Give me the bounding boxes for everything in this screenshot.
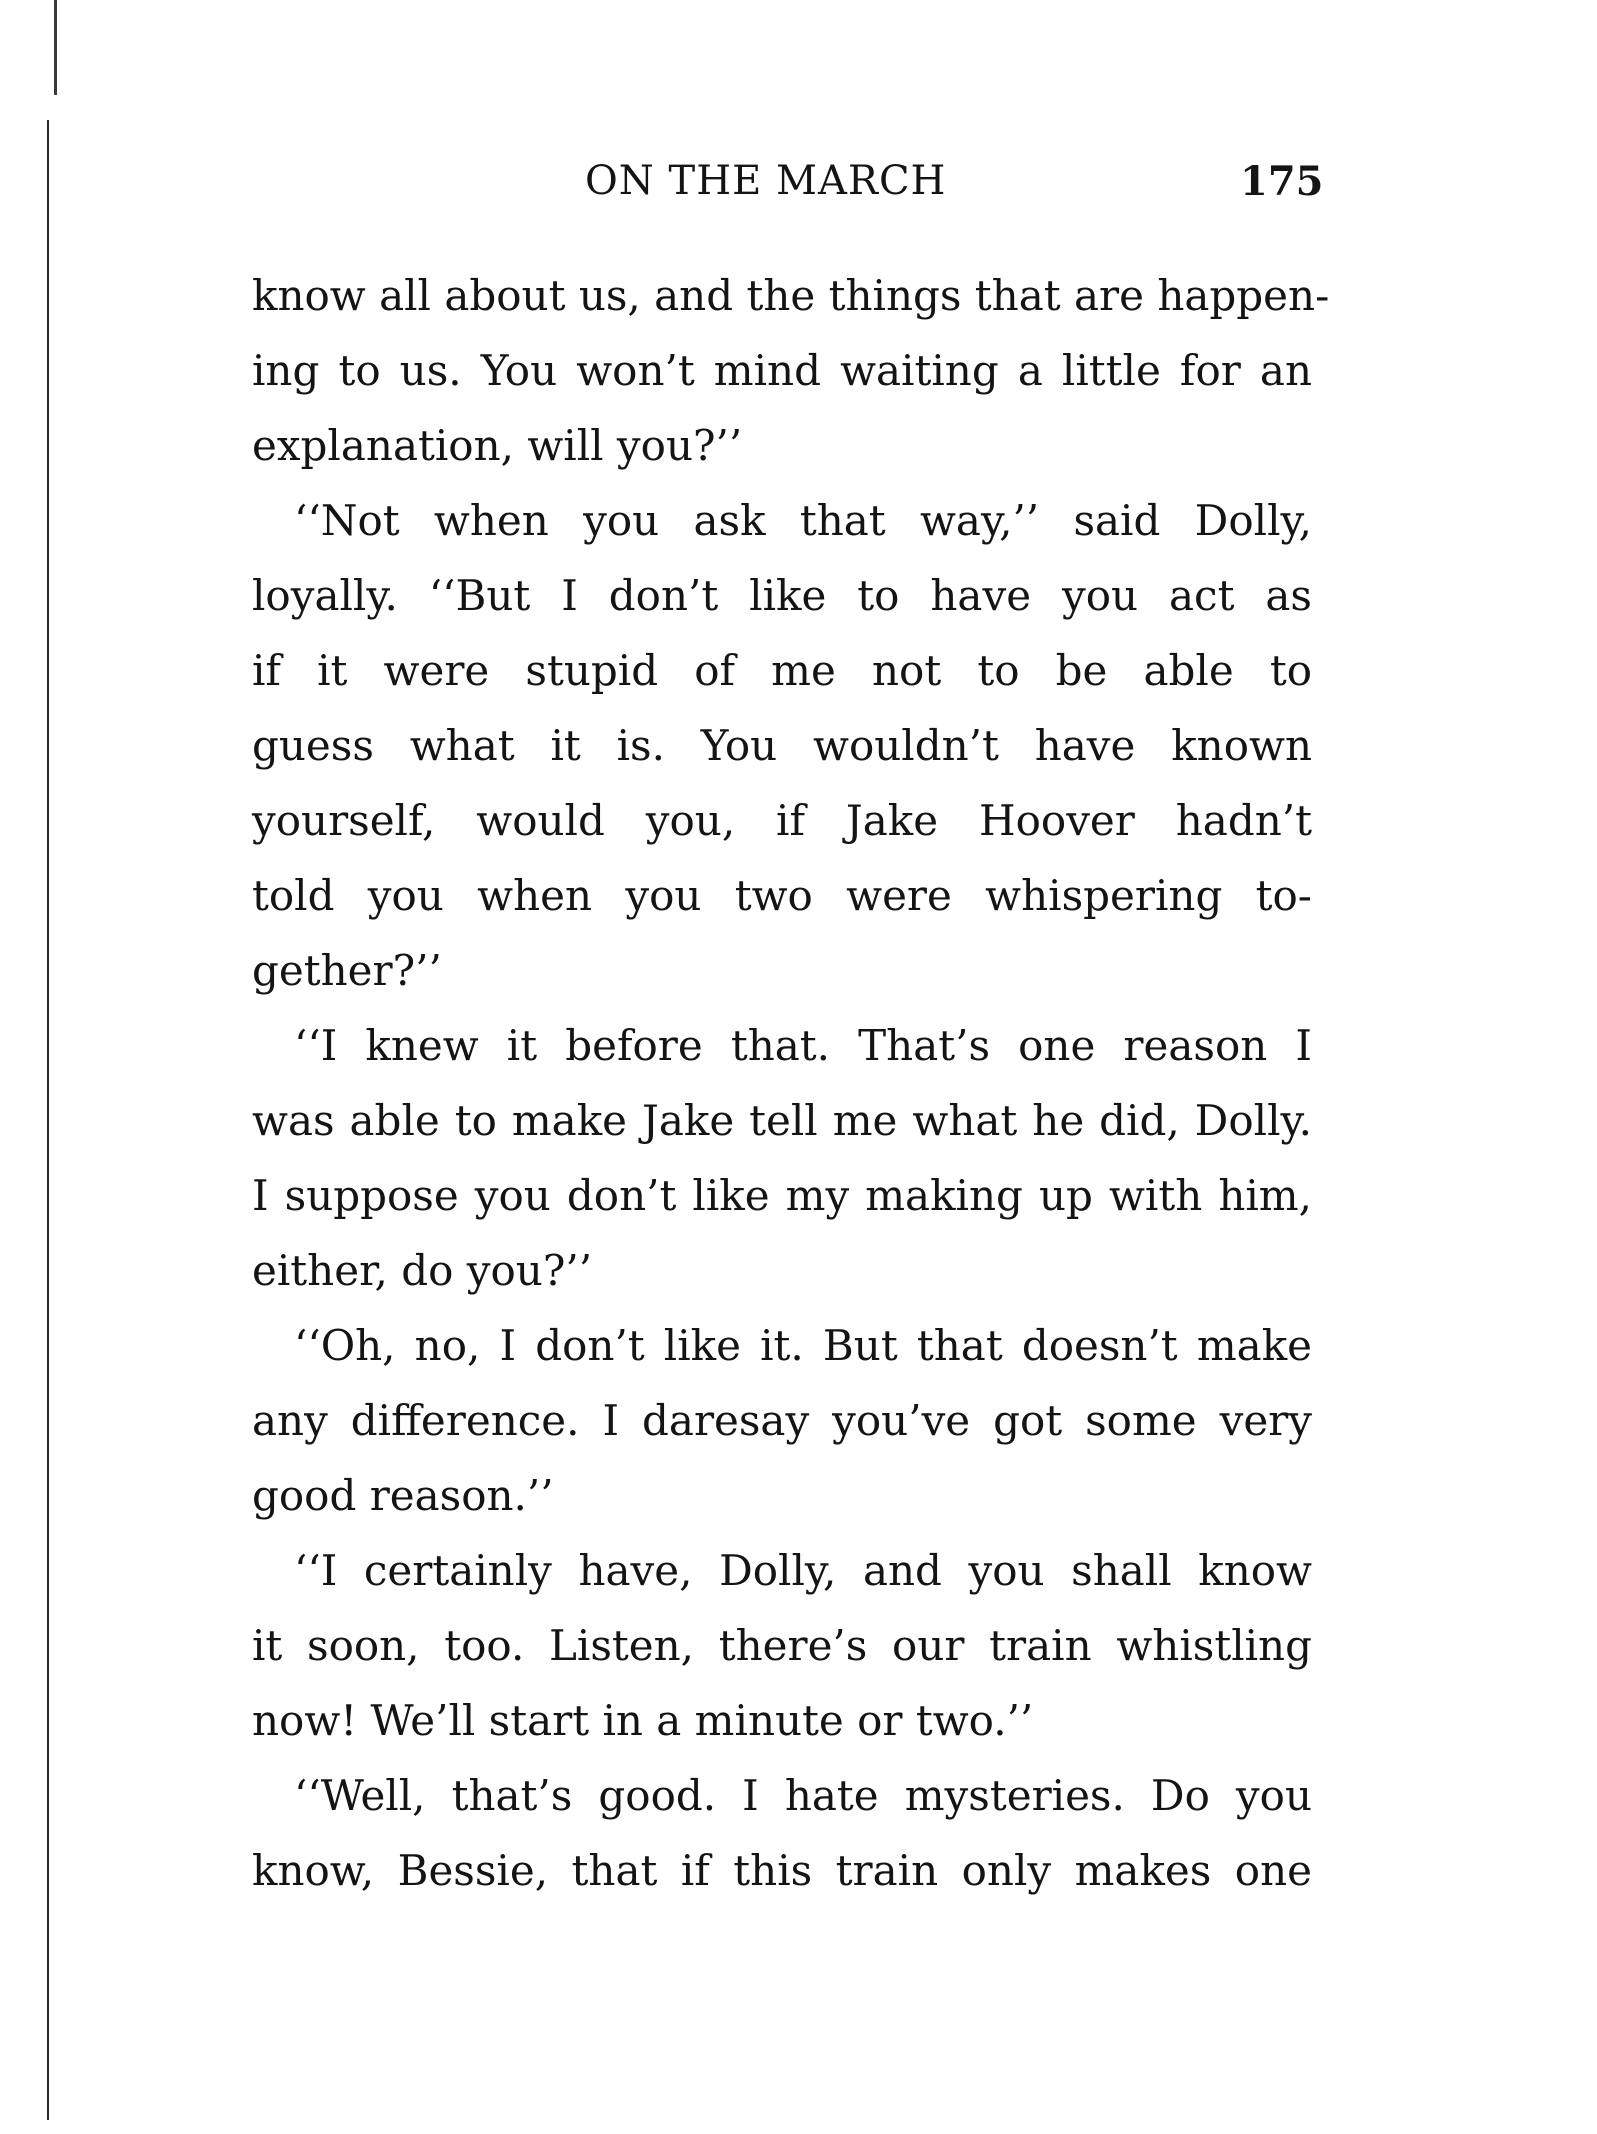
- text-line: ‘‘I certainly have, Dolly, and you shall know: [294, 1546, 1312, 1595]
- text-line: ‘‘Oh, no, I don’t like it. But that doesn’t make: [294, 1321, 1312, 1370]
- text-line: gether?’’: [252, 946, 442, 995]
- scan-edge-mark: [54, 0, 57, 95]
- text-line: ing to us. You won’t mind waiting a little for an: [252, 346, 1312, 395]
- text-line: loyally. ‘‘But I don’t like to have you act as: [252, 571, 1312, 620]
- text-line: told you when you two were whispering to-: [252, 871, 1312, 920]
- text-line: any difference. I daresay you’ve got some very: [252, 1396, 1312, 1445]
- page-header: [0, 158, 1597, 208]
- text-line: was able to make Jake tell me what he did, Dolly.: [252, 1096, 1312, 1145]
- text-line: I suppose you don’t like my making up with him,: [252, 1171, 1312, 1220]
- text-line: guess what it is. You wouldn’t have known: [252, 721, 1312, 770]
- text-line: know, Bessie, that if this train only makes one: [252, 1846, 1312, 1895]
- text-line: ‘‘Well, that’s good. I hate mysteries. Do you: [294, 1771, 1312, 1820]
- text-line: ‘‘I knew it before that. That’s one reason I: [294, 1021, 1312, 1070]
- text-line: yourself, would you, if Jake Hoover hadn’t: [252, 796, 1312, 845]
- text-line: ‘‘Not when you ask that way,’’ said Dolly,: [294, 496, 1312, 545]
- page-number: 175: [1240, 158, 1324, 205]
- page-edge-rule: [47, 120, 49, 2120]
- text-line: explanation, will you?’’: [252, 421, 743, 470]
- body-text: [252, 258, 1330, 1908]
- text-line: know all about us, and the things that are happen-: [252, 271, 1330, 320]
- text-line: either, do you?’’: [252, 1246, 593, 1295]
- text-line: if it were stupid of me not to be able to: [252, 646, 1312, 695]
- running-head: ON THE MARCH: [585, 158, 947, 204]
- text-line: good reason.’’: [252, 1471, 554, 1520]
- text-line: now! We’ll start in a minute or two.’’: [252, 1696, 1034, 1745]
- text-line: it soon, too. Listen, there’s our train whistling: [252, 1621, 1312, 1670]
